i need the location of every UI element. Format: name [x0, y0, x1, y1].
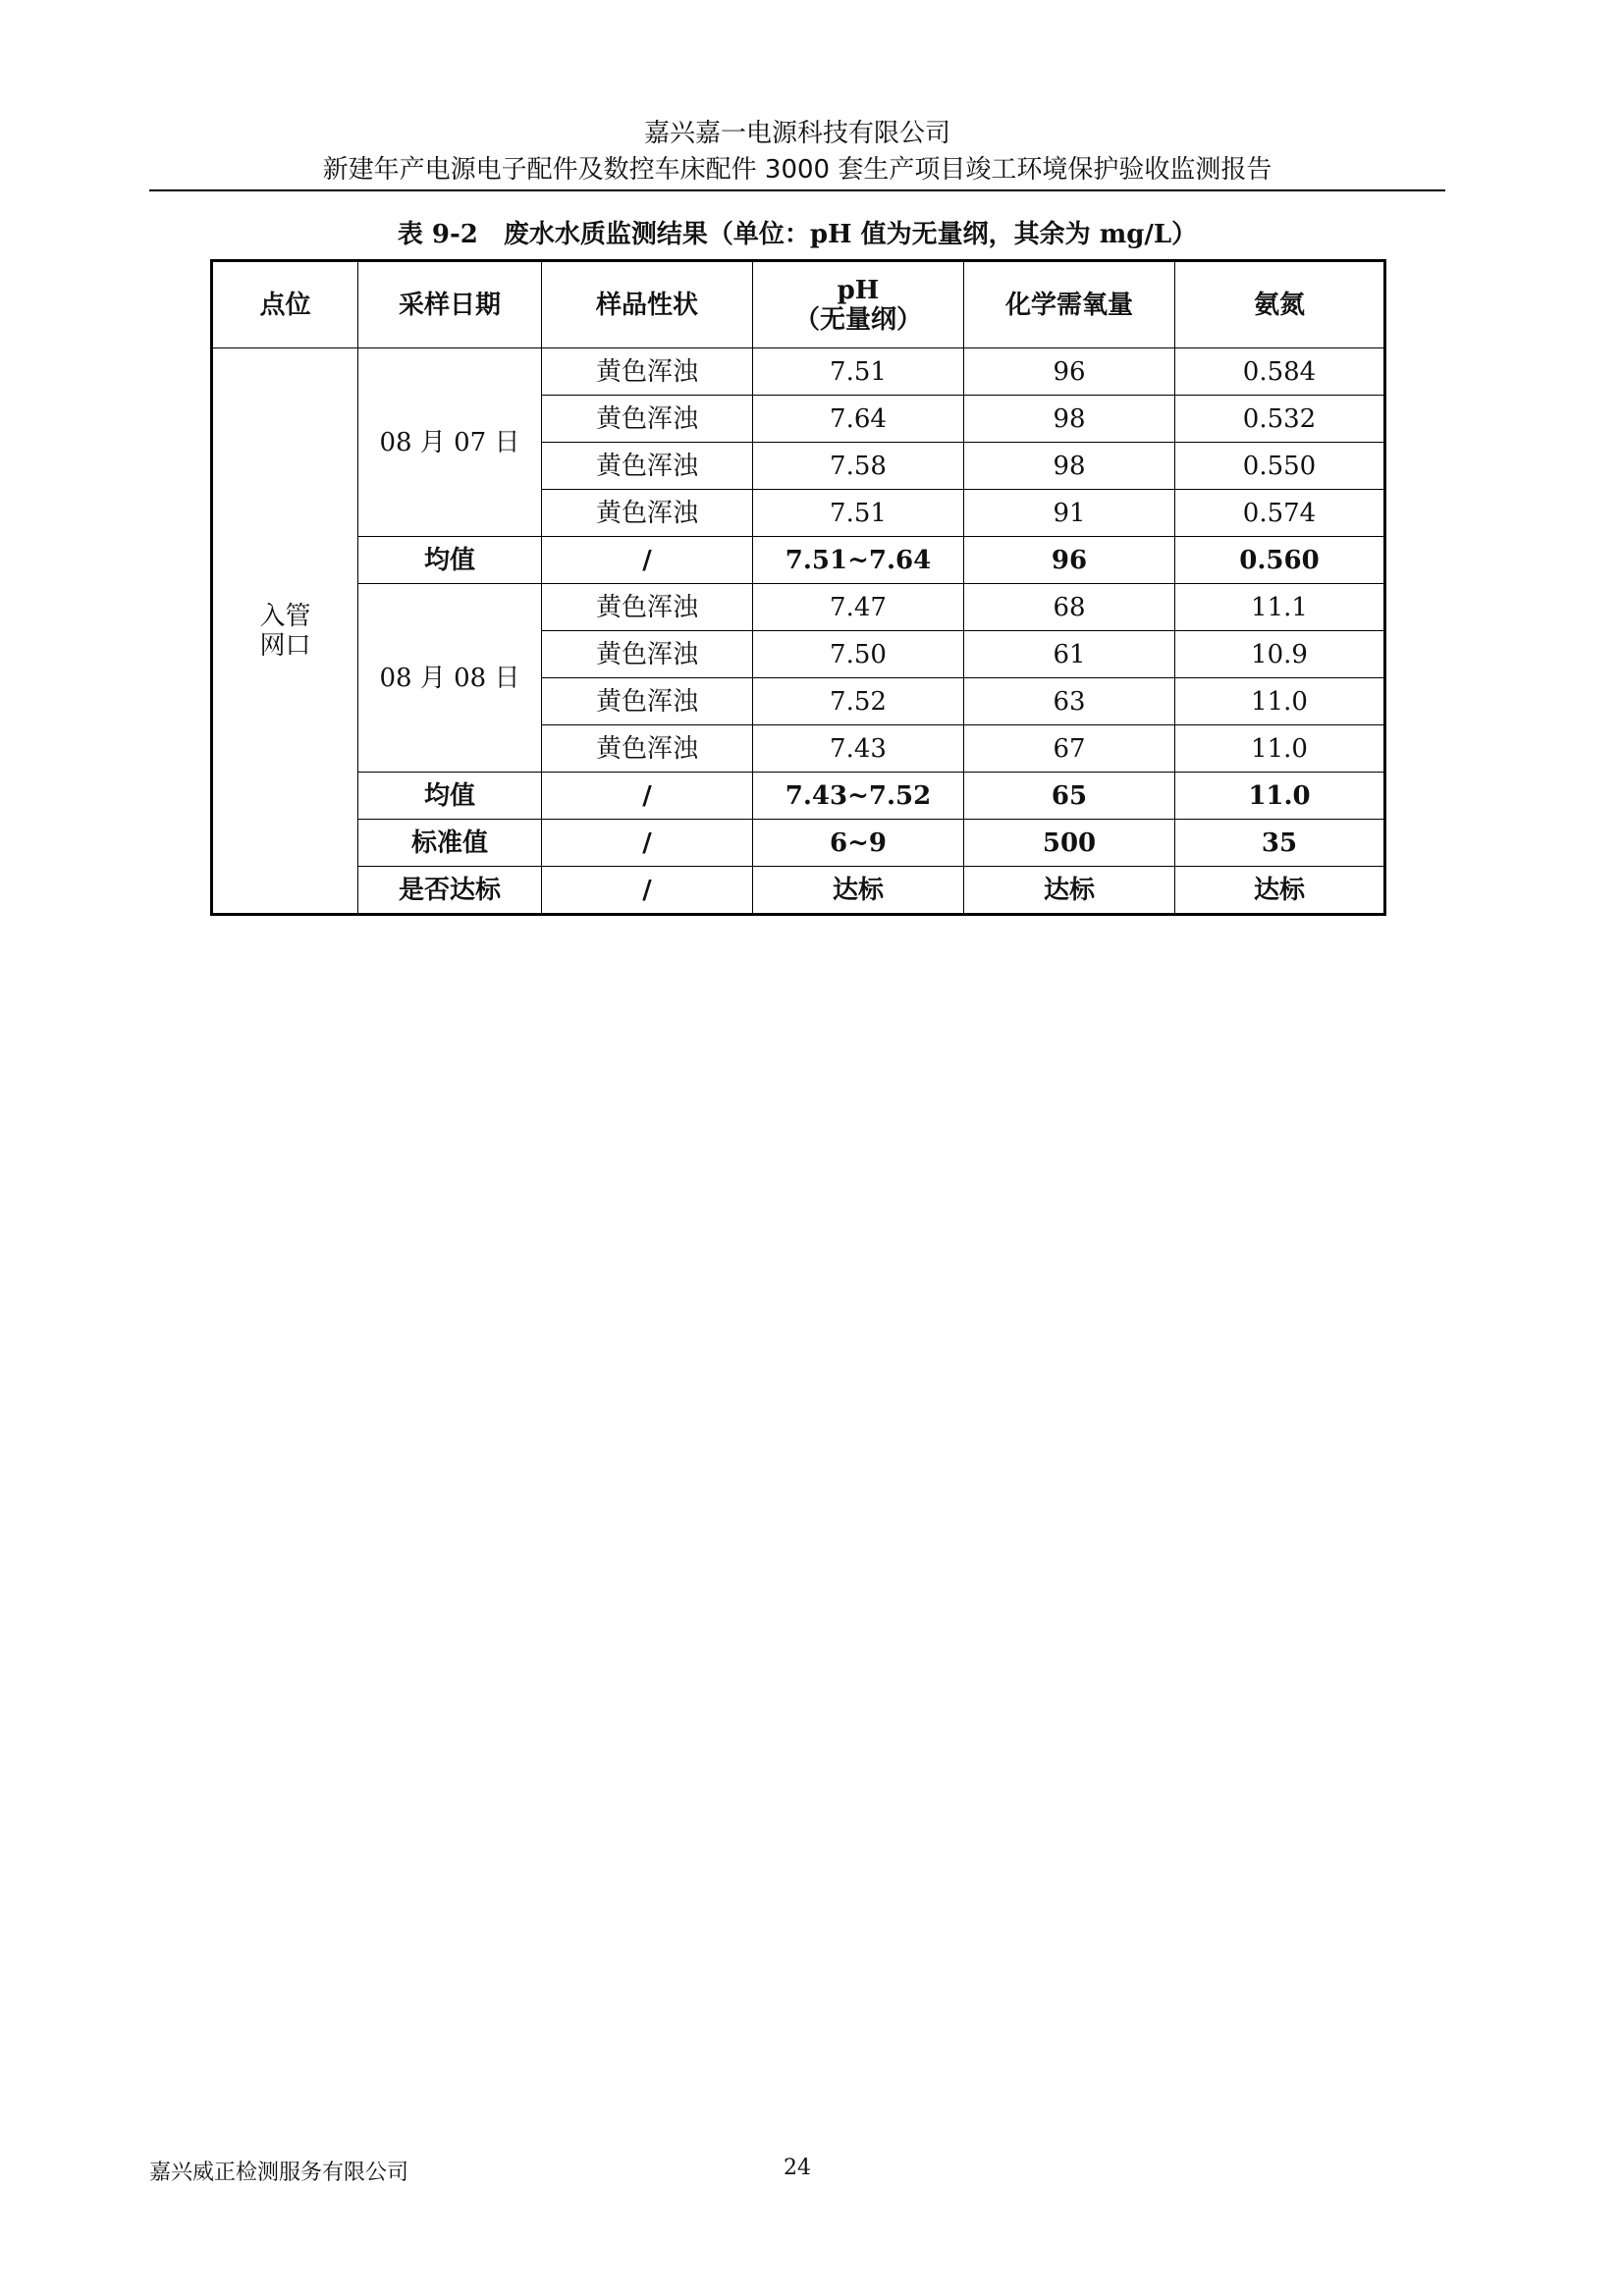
ammonia-cell: 35: [1175, 820, 1385, 867]
date-cell-day1: 08 月 07 日: [358, 348, 542, 537]
mean-row-day2: [212, 773, 1385, 820]
cod-cell: 91: [964, 490, 1175, 537]
header-report-title: 新建年产电源电子配件及数控车床配件 3000 套生产项目竣工环境保护验收监测报告: [322, 155, 1272, 185]
cod-cell: 达标: [964, 867, 1175, 915]
ph-cell: 6~9: [753, 820, 964, 867]
ph-cell: 7.47: [753, 584, 964, 631]
cod-cell: 63: [964, 678, 1175, 725]
appearance-cell: 黄色浑浊: [542, 584, 753, 631]
ph-cell: 7.43: [753, 725, 964, 773]
appearance-cell: 黄色浑浊: [542, 725, 753, 773]
table-row: [212, 584, 1385, 631]
table-header-row: [212, 261, 1385, 348]
cod-cell: 500: [964, 820, 1175, 867]
cod-cell: 61: [964, 631, 1175, 678]
appearance-cell: /: [542, 773, 753, 820]
col-header-ph-label: pH: [837, 275, 880, 305]
appearance-cell: /: [542, 537, 753, 584]
compliance-label: 是否达标: [358, 867, 542, 915]
cod-cell: 96: [964, 537, 1175, 584]
ph-cell: 7.58: [753, 443, 964, 490]
ph-cell: 7.51: [753, 348, 964, 396]
appearance-cell: 黄色浑浊: [542, 678, 753, 725]
appearance-cell: 黄色浑浊: [542, 396, 753, 443]
table-caption: 表 9-2 废水水质监测结果（单位：pH 值为无量纲，其余为 mg/L）: [397, 220, 1198, 249]
ph-cell: 7.64: [753, 396, 964, 443]
col-header-appearance: 样品性状: [542, 261, 753, 348]
appearance-cell: /: [542, 867, 753, 915]
appearance-cell: 黄色浑浊: [542, 631, 753, 678]
date-cell-day2: 08 月 08 日: [358, 584, 542, 773]
page-number: 24: [784, 2156, 811, 2180]
appearance-cell: 黄色浑浊: [542, 443, 753, 490]
ammonia-cell: 10.9: [1175, 631, 1385, 678]
mean-row-day1: [212, 537, 1385, 584]
appearance-cell: 黄色浑浊: [542, 490, 753, 537]
appearance-cell: /: [542, 820, 753, 867]
standard-label: 标准值: [358, 820, 542, 867]
col-header-ammonia: 氨氮: [1175, 261, 1385, 348]
location-cell: [212, 348, 358, 915]
location-line-2: 网口: [259, 630, 311, 661]
col-header-date: 采样日期: [358, 261, 542, 348]
appearance-cell: 黄色浑浊: [542, 348, 753, 396]
cod-cell: 65: [964, 773, 1175, 820]
cod-cell: 98: [964, 396, 1175, 443]
ammonia-cell: 0.584: [1175, 348, 1385, 396]
standard-row: [212, 820, 1385, 867]
mean-label: 均值: [358, 773, 542, 820]
col-header-cod: 化学需氧量: [964, 261, 1175, 348]
ammonia-cell: 11.0: [1175, 678, 1385, 725]
ph-cell: 7.52: [753, 678, 964, 725]
table-row: [212, 348, 1385, 396]
ammonia-cell: 0.550: [1175, 443, 1385, 490]
location-line-1: 入管: [259, 601, 311, 631]
ph-cell: 达标: [753, 867, 964, 915]
ammonia-cell: 11.0: [1175, 773, 1385, 820]
ammonia-cell: 0.560: [1175, 537, 1385, 584]
footer-organization: 嘉兴威正检测服务有限公司: [149, 2161, 409, 2185]
ammonia-cell: 0.532: [1175, 396, 1385, 443]
ammonia-cell: 11.1: [1175, 584, 1385, 631]
cod-cell: 68: [964, 584, 1175, 631]
ph-cell: 7.43~7.52: [753, 773, 964, 820]
ph-cell: 7.51~7.64: [753, 537, 964, 584]
header-company: 嘉兴嘉一电源科技有限公司: [643, 119, 950, 148]
col-header-ph: [753, 261, 964, 348]
header-divider: [149, 189, 1445, 191]
ammonia-cell: 11.0: [1175, 725, 1385, 773]
ph-cell: 7.50: [753, 631, 964, 678]
mean-label: 均值: [358, 537, 542, 584]
cod-cell: 98: [964, 443, 1175, 490]
col-header-ph-unit: （无量纲）: [793, 304, 922, 335]
ammonia-cell: 0.574: [1175, 490, 1385, 537]
cod-cell: 96: [964, 348, 1175, 396]
ph-cell: 7.51: [753, 490, 964, 537]
cod-cell: 67: [964, 725, 1175, 773]
compliance-row: [212, 867, 1385, 915]
ammonia-cell: 达标: [1175, 867, 1385, 915]
col-header-location: 点位: [212, 261, 358, 348]
wastewater-results-table: [210, 259, 1386, 916]
